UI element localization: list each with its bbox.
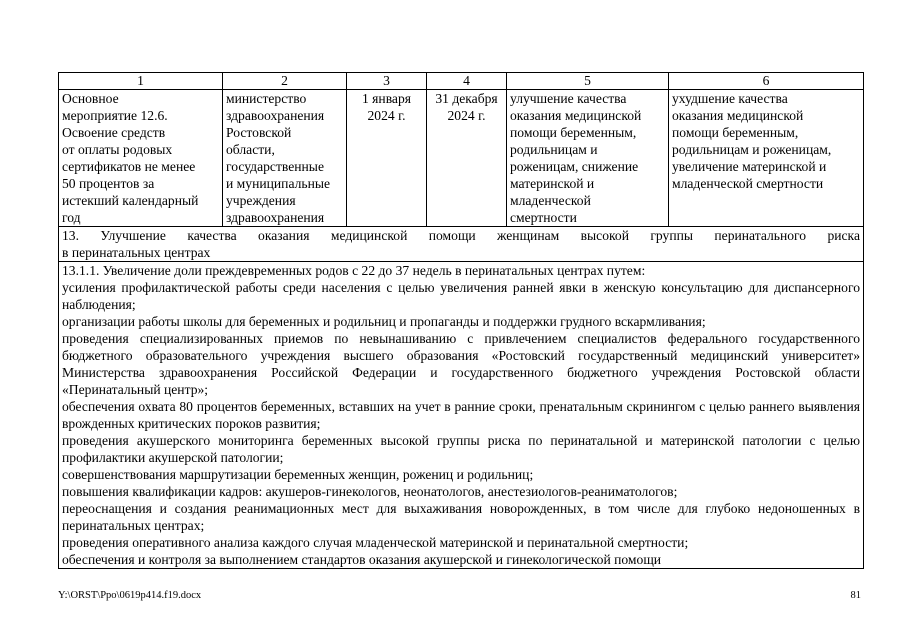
consequences-cell bbox=[669, 90, 864, 227]
cell-line: и муниципальные bbox=[226, 176, 331, 191]
cell-line: учреждения bbox=[226, 193, 296, 208]
cell-line: родильницам и роженицам, bbox=[672, 142, 832, 157]
cell-line: младенческой смертности bbox=[672, 176, 824, 191]
section-body-row bbox=[59, 262, 864, 569]
section-title-line: в перинатальных центрах bbox=[62, 245, 211, 260]
cell-line: увеличение материнской и bbox=[672, 159, 827, 174]
cell-line: помощи беременным, bbox=[510, 125, 637, 140]
cell-line: помощи беременным, bbox=[672, 125, 799, 140]
start-date-cell bbox=[347, 90, 427, 227]
cell-line: улучшение качества bbox=[510, 91, 627, 106]
cell-line: родильницам и bbox=[510, 142, 598, 157]
end-date-cell bbox=[427, 90, 507, 227]
cell-line: мероприятие 12.6. bbox=[62, 108, 168, 123]
cell-line: роженицам, снижение bbox=[510, 159, 639, 174]
cell-line: здравоохранения bbox=[226, 210, 325, 225]
cell-line: государственные bbox=[226, 159, 324, 174]
section-title-cell bbox=[59, 227, 864, 262]
body-paragraph: проведения специализированных приемов по невынашиванию с привлечением специалистов федерального государственного бюджетного образовательного учреждения высшего образования «Ростовский государственный медицинский университет» Министерства здравоохранения Российской Федерации и государственного бюджетного учреждения Ростовской области «Перинатальный центр»; bbox=[62, 331, 860, 397]
cell-line: год bbox=[62, 210, 81, 225]
body-paragraph: обеспечения охвата 80 процентов беременных, вставших на учет в ранние сроки, пренатальным скринингом с целью раннего выявления врожденных критических пороков развития; bbox=[62, 399, 860, 431]
cell-line: 2024 г. bbox=[367, 108, 406, 123]
cell-line: 1 января bbox=[361, 91, 412, 106]
cell-line: младенческой bbox=[510, 193, 591, 208]
cell-line: здравоохранения bbox=[226, 108, 325, 123]
cell-line: 31 декабря bbox=[435, 91, 498, 106]
section-title-line: 13. Улучшение качества оказания медицинской помощи женщинам высокой группы перинатального риска bbox=[62, 228, 860, 243]
body-paragraph: совершенствования маршрутизации беременных женщин, рожениц и родильниц; bbox=[62, 467, 534, 482]
body-paragraph: переоснащения и создания реанимационных мест для выхаживания новорожденных, в том числе для глубоко недоношенных в перинатальных центрах; bbox=[62, 501, 860, 533]
cell-line: Ростовской bbox=[226, 125, 292, 140]
executor-cell bbox=[223, 90, 347, 227]
cell-line: области, bbox=[226, 142, 275, 157]
table-row bbox=[59, 90, 864, 227]
body-paragraph: повышения квалификации кадров: акушеров-гинекологов, неонатологов, анестезиологов-реаниматологов; bbox=[62, 484, 678, 499]
table-header-row bbox=[59, 73, 864, 90]
body-paragraph: обеспечения и контроля за выполнением стандартов оказания акушерской и гинекологической помощи bbox=[62, 552, 662, 567]
body-paragraph: организации работы школы для беременных и родильниц и пропаганды и поддержки грудного вскармливания; bbox=[62, 314, 706, 329]
cell-line: оказания медицинской bbox=[510, 108, 642, 123]
header-cell: 5 bbox=[507, 73, 669, 90]
cell-line: Освоение средств bbox=[62, 125, 166, 140]
cell-line: 2024 г. bbox=[447, 108, 486, 123]
header-cell: 1 bbox=[59, 73, 223, 90]
cell-line: смертности bbox=[510, 210, 577, 225]
cell-line: ухудшение качества bbox=[672, 91, 788, 106]
body-paragraph: 13.1.1. Увеличение доли преждевременных родов с 22 до 37 недель в перинатальных центрах путем: bbox=[62, 263, 646, 278]
footer-page-number: 81 bbox=[850, 590, 861, 601]
header-cell: 2 bbox=[223, 73, 347, 90]
body-paragraph: усиления профилактической работы среди населения с целью увеличения ранней явки в женскую консультацию для диспансерного наблюдения; bbox=[62, 280, 860, 312]
cell-line: оказания медицинской bbox=[672, 108, 804, 123]
header-cell: 6 bbox=[669, 73, 864, 90]
header-cell: 4 bbox=[427, 73, 507, 90]
cell-line: министерство bbox=[226, 91, 307, 106]
program-table bbox=[58, 72, 864, 569]
activity-cell bbox=[59, 90, 223, 227]
header-cell: 3 bbox=[347, 73, 427, 90]
expected-result-cell bbox=[507, 90, 669, 227]
section-body-cell bbox=[59, 262, 864, 569]
body-paragraph: проведения акушерского мониторинга беременных высокой группы риска по перинатальной и материнской патологии с целью профилактики акушерской патологии; bbox=[62, 433, 860, 465]
cell-line: Основное bbox=[62, 91, 119, 106]
footer-file-path: Y:\ORST\Ppo\0619p414.f19.docx bbox=[58, 590, 202, 601]
cell-line: 50 процентов за bbox=[62, 176, 155, 191]
cell-line: сертификатов не менее bbox=[62, 159, 196, 174]
cell-line: от оплаты родовых bbox=[62, 142, 173, 157]
body-paragraph: проведения оперативного анализа каждого случая младенческой материнской и перинатальной смертности; bbox=[62, 535, 689, 550]
cell-line: материнской и bbox=[510, 176, 595, 191]
cell-line: истекший календарный bbox=[62, 193, 199, 208]
section-title-row bbox=[59, 227, 864, 262]
